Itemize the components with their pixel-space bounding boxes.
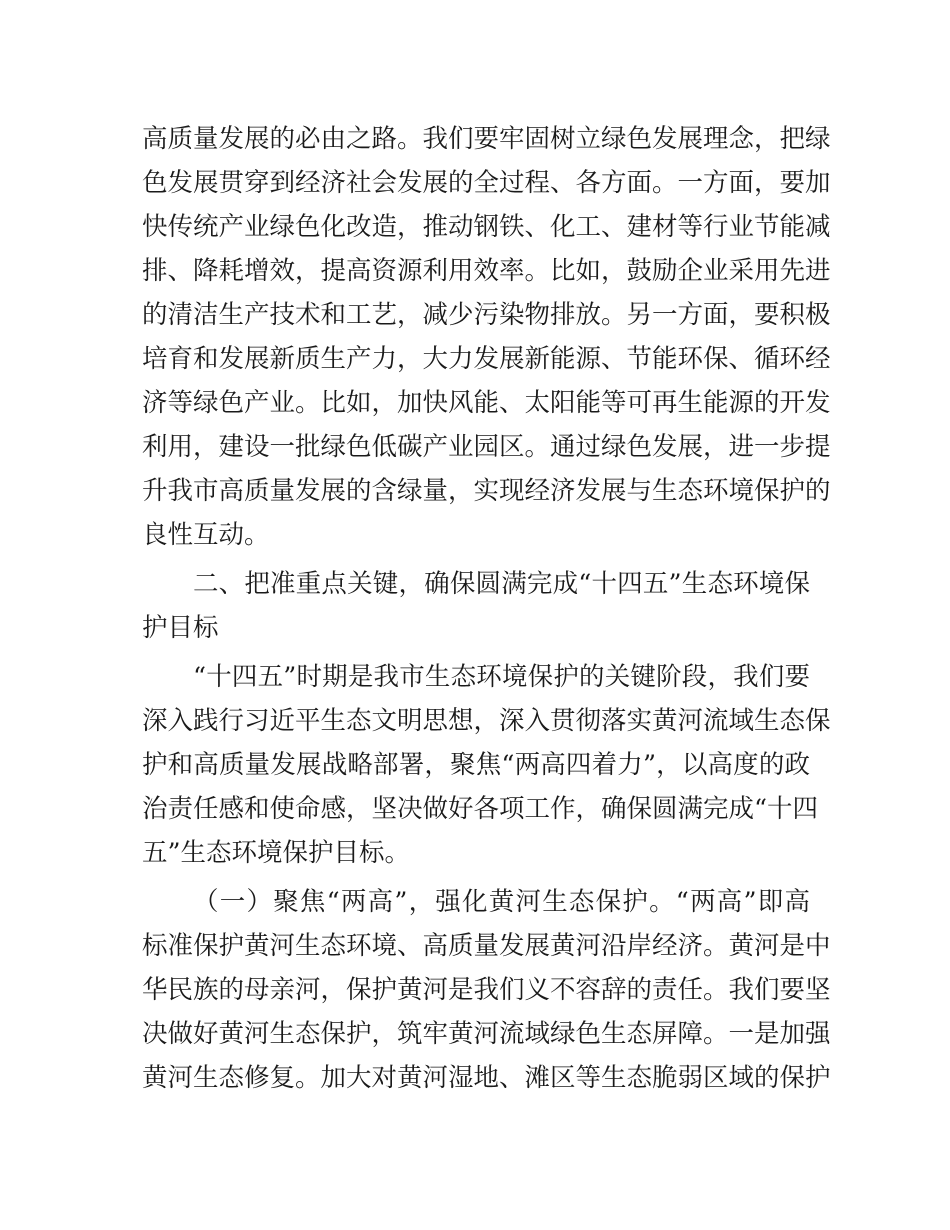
- text-line: 排、降耗增效，提高资源利用效率。比如，鼓励企业采用先进: [142, 256, 831, 286]
- text-line: 护和高质量发展战略部署，聚焦“两高四着力”，以高度的政: [142, 750, 810, 780]
- text-line: 的清洁生产技术和工艺，减少污染物排放。另一方面，要积极: [142, 300, 831, 330]
- text-line: 深入践行习近平生态文明思想，深入贯彻落实黄河流域生态保: [142, 706, 831, 736]
- text-line: 色发展贯穿到经济社会发展的全过程、各方面。一方面，要加: [142, 168, 831, 198]
- text-line: 利用，建设一批绿色低碳产业园区。通过绿色发展，进一步提: [142, 432, 831, 462]
- heading-line: 二、把准重点关键，确保圆满完成“十四五”生态环境保: [193, 569, 810, 599]
- text-line: 高质量发展的必由之路。我们要牢固树立绿色发展理念，把绿: [142, 124, 831, 154]
- text-line: 治责任感和使命感，坚决做好各项工作，确保圆满完成“十四: [142, 794, 819, 824]
- text-line: 五”生态环境保护目标。: [142, 838, 411, 868]
- text-line: （一）聚焦“两高”，强化黄河生态保护。“两高”即高: [193, 887, 810, 917]
- text-line: 升我市高质量发展的含绿量，实现经济发展与生态环境保护的: [142, 476, 831, 506]
- text-line: “十四五”时期是我市生态环境保护的关键阶段，我们要: [193, 662, 810, 692]
- heading-line: 护目标: [142, 613, 219, 643]
- text-line: 培育和发展新质生产力，大力发展新能源、节能环保、循环经: [142, 344, 831, 374]
- text-line: 黄河生态修复。加大对黄河湿地、滩区等生态脆弱区域的保护: [142, 1063, 831, 1093]
- text-line: 华民族的母亲河，保护黄河是我们义不容辞的责任。我们要坚: [142, 975, 831, 1005]
- text-line: 标准保护黄河生态环境、高质量发展黄河沿岸经济。黄河是中: [142, 931, 831, 961]
- text-line: 良性互动。: [142, 520, 270, 550]
- text-line: 决做好黄河生态保护，筑牢黄河流域绿色生态屏障。一是加强: [142, 1019, 831, 1049]
- text-line: 济等绿色产业。比如，加快风能、太阳能等可再生能源的开发: [142, 388, 831, 418]
- text-line: 快传统产业绿色化改造，推动钢铁、化工、建材等行业节能减: [142, 212, 831, 242]
